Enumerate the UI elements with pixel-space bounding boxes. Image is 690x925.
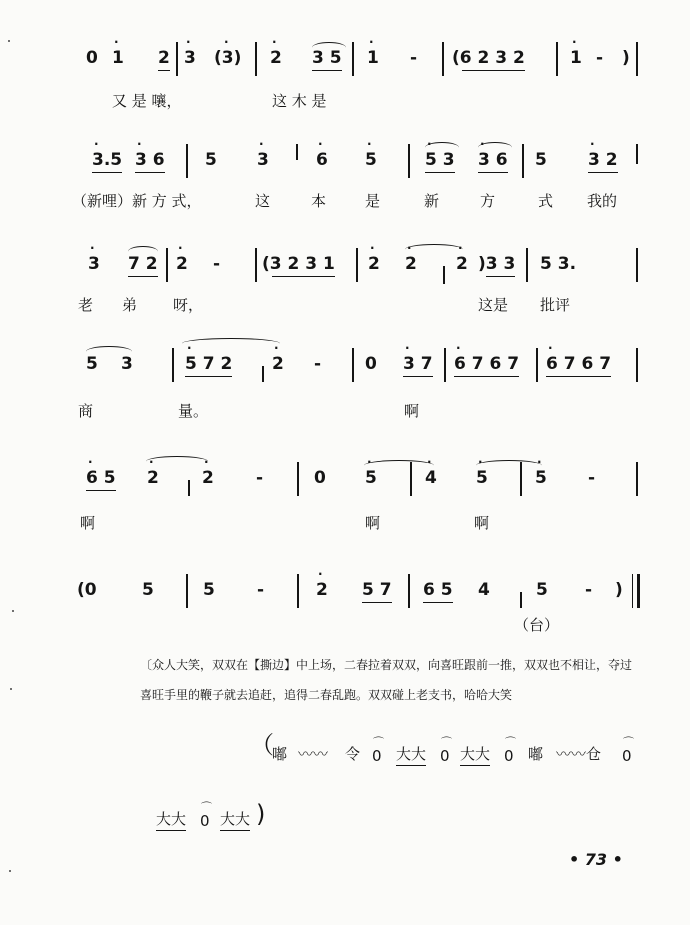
lyric: 式 (538, 192, 554, 210)
note: · 2 (202, 455, 214, 488)
lyric: 是 (365, 192, 381, 210)
note: 5 (86, 354, 98, 374)
barline-dashed (636, 144, 638, 164)
note: · 2 (270, 35, 282, 68)
perc: 大大 (156, 808, 186, 831)
final-barline (632, 574, 640, 608)
barline (526, 248, 528, 282)
note: · 5 (365, 455, 377, 488)
percussion-line-2 (0, 800, 690, 836)
dash: - (256, 468, 264, 488)
scan-speck (10, 688, 12, 690)
note-group: (3 2 3 1 (262, 254, 335, 274)
perc: 大大 (460, 743, 490, 766)
paren: ) (622, 48, 630, 68)
lyric: 弟 (122, 296, 138, 314)
note: · 6 (316, 137, 328, 170)
lyric-line-6 (0, 614, 690, 636)
slur (182, 338, 280, 349)
barline (297, 574, 299, 608)
barline (352, 42, 354, 76)
barline (443, 266, 445, 284)
note: 3 (121, 354, 133, 374)
barline (297, 462, 299, 496)
barline (408, 144, 410, 178)
lyric-line-1 (0, 90, 690, 112)
lyric: 啊 (474, 514, 490, 532)
notation-line-2 (0, 137, 690, 180)
perc: ⌒ 0 (440, 736, 452, 765)
perc: 大大 (396, 743, 426, 766)
note-group: · 5 7 2 (185, 354, 232, 374)
lyric: 新 (424, 192, 440, 210)
note: · 1 (112, 35, 124, 68)
note-group: 6 5 (423, 580, 453, 600)
lyric: 这 (255, 192, 271, 210)
barline (520, 462, 522, 496)
note: · 2 (316, 567, 328, 600)
dash: - (257, 580, 265, 600)
lyric: 量。 (178, 402, 209, 420)
note-group: · 3 7 (403, 354, 433, 374)
lyric: 本 (311, 192, 327, 210)
note-group: 5 7 (362, 580, 392, 600)
note-group: · 6 5 (86, 468, 116, 488)
lyric: 方 (480, 192, 496, 210)
note: 5 (535, 150, 547, 170)
note: · 2 (456, 241, 468, 274)
note-group: · 5 3 (425, 150, 455, 170)
lyric: 老 (78, 296, 94, 314)
note: · 3 (184, 35, 196, 68)
note: 5 3. (540, 254, 577, 274)
note: 5 (205, 150, 217, 170)
note: · 4 (425, 455, 437, 488)
scan-speck (9, 870, 11, 872)
note-group: )3 3 (478, 254, 515, 274)
perc: ⌒ 0 (372, 736, 384, 765)
dash: - (213, 254, 221, 274)
barline (636, 42, 638, 76)
percussion-line-1 (0, 731, 690, 771)
lyric: 这 木 是 (272, 92, 327, 110)
dash: - (588, 468, 596, 488)
page-number: • 73 • (569, 850, 623, 869)
lyric: 啊 (80, 514, 96, 532)
dash: - (585, 580, 593, 600)
dash: - (410, 48, 418, 68)
note: · 5 (476, 455, 488, 488)
barline (520, 592, 522, 608)
lyric-line-2 (0, 190, 690, 212)
perc: 令 (345, 745, 361, 763)
lyric: （新哩）新 方 式， (72, 192, 202, 210)
note-group: · 6 7 6 7 (454, 354, 519, 374)
perc: 〰〰仓 (556, 745, 602, 763)
note-group: · 3 6 (478, 150, 508, 170)
perc: ⌒ 0 (622, 736, 634, 765)
note: 0 (314, 468, 326, 488)
perc: 嘟 (272, 745, 288, 763)
barline (442, 42, 444, 76)
barline-dashed (296, 144, 298, 160)
perc: 大大 (220, 808, 250, 831)
dash: - (314, 354, 322, 374)
barline (356, 248, 358, 282)
barline (172, 348, 174, 382)
note: · 2 (176, 241, 188, 274)
note: 0 (86, 48, 98, 68)
note: · 2 (272, 341, 284, 374)
perc: 〰〰 (298, 745, 329, 763)
lyric-line-3 (0, 294, 690, 316)
barline (536, 348, 538, 382)
lyric: 我的 (587, 192, 618, 210)
note-group: · 6 7 6 7 (546, 354, 611, 374)
note: · 1 (367, 35, 379, 68)
barline (188, 480, 190, 496)
barline (176, 42, 178, 76)
slur (146, 456, 208, 467)
note: 5 (536, 580, 548, 600)
note-group: (6 2 3 2 (452, 48, 525, 68)
perc: 嘟 (528, 745, 544, 763)
notation-line-1 (0, 35, 690, 78)
note: · 2 (147, 455, 159, 488)
notation-line-3 (0, 241, 690, 284)
note: · 2 (368, 241, 380, 274)
note: 2 (158, 48, 170, 68)
stage-cue: （台） (514, 616, 560, 634)
barline (636, 462, 638, 496)
note-group: · 3 2 (588, 150, 618, 170)
notation-line-4 (0, 341, 690, 384)
note: · (3) (214, 35, 242, 68)
lyric: 批评 (540, 296, 571, 314)
note-group: 7 2 (128, 254, 158, 274)
perc: ⌒ 0 (200, 801, 212, 830)
barline (556, 42, 558, 76)
lyric: 商 (78, 402, 94, 420)
note: · 1 (570, 35, 582, 68)
note-group: · 3 6 (135, 150, 165, 170)
barline (186, 144, 188, 178)
barline (262, 366, 264, 382)
barline (636, 348, 638, 382)
note-group: · 3.5 (92, 150, 122, 170)
note: · 2 (405, 241, 417, 274)
scan-speck (12, 610, 14, 612)
note: (0 (77, 580, 97, 600)
notation-line-5 (0, 455, 690, 498)
barline (410, 462, 412, 496)
barline (408, 574, 410, 608)
lyric: 呀， (173, 296, 204, 314)
barline (166, 248, 168, 282)
lyric: 啊 (365, 514, 381, 532)
note: 5 (203, 580, 215, 600)
barline (255, 248, 257, 282)
notation-line-6 (0, 567, 690, 610)
note: · 3 (88, 241, 100, 274)
barline (444, 348, 446, 382)
barline (352, 348, 354, 382)
lyric: 又 是 嚷， (112, 92, 182, 110)
note: 4 (478, 580, 490, 600)
paren: ) (615, 580, 623, 600)
perc: ⌒ 0 (504, 736, 516, 765)
note-group: 3 5 (312, 48, 342, 68)
close-paren: ) (256, 800, 266, 828)
note: · 5 (535, 455, 547, 488)
note: 5 (142, 580, 154, 600)
note: 0 (365, 354, 377, 374)
barline (522, 144, 524, 178)
lyric-line-5 (0, 512, 690, 534)
stage-direction: 〔众人大笑，双双在【撕边】中上场，二春拉着双双，向喜旺跟前一推，双双也不相让，夺过喜旺手里的鞭子就去追赶，追得二春乱跑。双双碰上老支书，哈哈大笑 (140, 658, 633, 702)
dash: - (596, 48, 604, 68)
open-paren: （ (250, 731, 274, 759)
lyric: 这是 (478, 296, 509, 314)
lyric: 啊 (404, 402, 420, 420)
lyric-line-4 (0, 400, 690, 422)
barline (255, 42, 257, 76)
scan-speck (8, 40, 10, 42)
barline (186, 574, 188, 608)
note: · 5 (365, 137, 377, 170)
barline (636, 248, 638, 282)
note: · 3 (257, 137, 269, 170)
